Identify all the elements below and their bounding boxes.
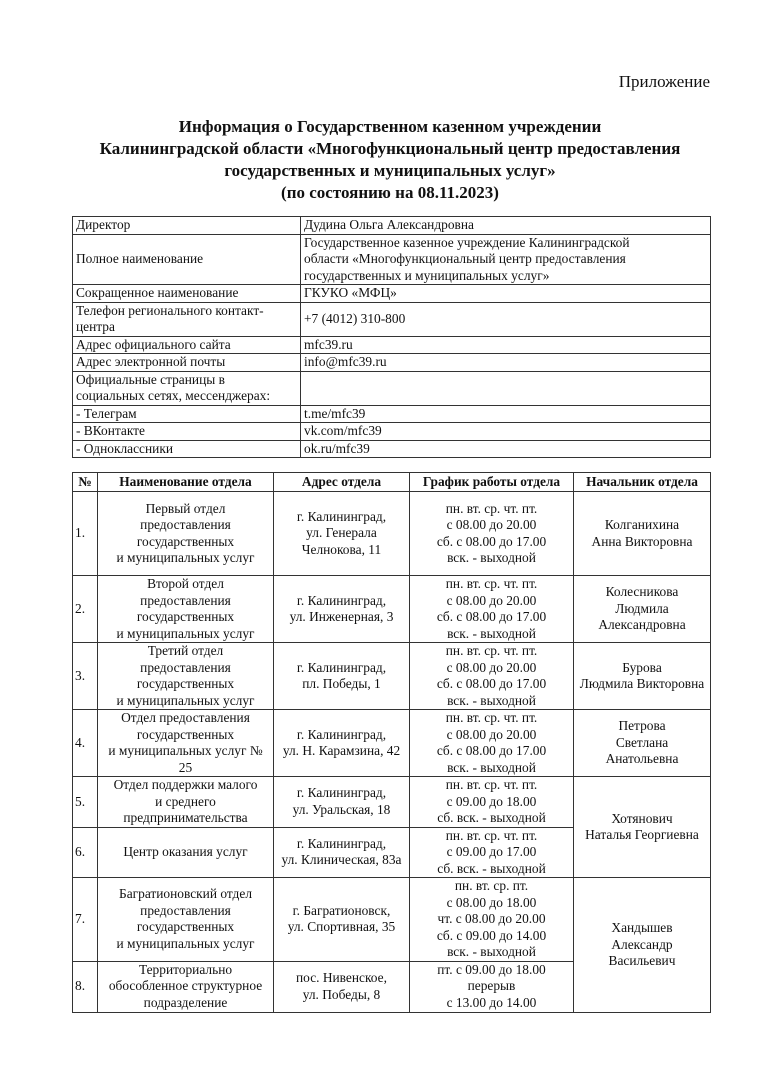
department-schedule-line: вск. - выходной	[447, 759, 536, 775]
odnoklassniki-link[interactable]: ok.ru/mfc39	[301, 440, 711, 458]
label-line: Официальные страницы в	[76, 371, 225, 387]
department-address	[274, 777, 410, 828]
row-number: 5.	[73, 777, 98, 828]
department-schedule	[410, 961, 574, 1012]
department-address	[274, 827, 410, 878]
department-schedule-line: пн. вт. ср. чт. пт.	[445, 500, 538, 516]
department-name	[98, 576, 274, 643]
department-head-line: Бурова	[622, 659, 662, 675]
info-row-odnoklassniki	[73, 440, 711, 458]
info-label: - Телеграм	[73, 405, 301, 423]
info-row-full-name	[73, 234, 711, 285]
department-name-line: государственных	[136, 609, 235, 624]
phone-value: +7 (4012) 310-800	[301, 302, 711, 336]
column-header-head: Начальник отдела	[574, 473, 711, 492]
info-label: - ВКонтакте	[73, 423, 301, 441]
department-name	[98, 710, 274, 777]
department-row	[73, 492, 711, 576]
department-name	[98, 492, 274, 576]
department-row	[73, 643, 711, 710]
department-name	[98, 777, 274, 828]
department-schedule	[410, 492, 574, 576]
organization-info-table	[72, 216, 711, 458]
department-name-line: 25	[178, 759, 193, 775]
row-number: 2.	[73, 576, 98, 643]
info-label: Сокращенное наименование	[73, 285, 301, 303]
title-line: Информация о Государственном казенном учреждении	[178, 117, 602, 136]
department-address-line: ул. Н. Карамзина, 42	[282, 743, 401, 758]
department-schedule-line: вск. - выходной	[447, 625, 536, 641]
info-row-short-name	[73, 285, 711, 303]
department-name-line: и муниципальных услуг	[116, 625, 255, 641]
department-schedule-line: с 08.00 до 20.00	[446, 726, 537, 742]
department-schedule-line: с 08.00 до 18.00	[446, 894, 537, 910]
department-schedule-line: чт. с 08.00 до 20.00	[437, 911, 546, 926]
department-schedule-line: сб. с 08.00 до 17.00	[436, 609, 547, 624]
info-value	[301, 371, 711, 405]
department-address-line: г. Калининград,	[296, 508, 387, 524]
info-label: Директор	[73, 217, 301, 235]
department-schedule-line: с 09.00 до 18.00	[446, 793, 537, 809]
department-address	[274, 878, 410, 962]
info-row-telegram	[73, 405, 711, 423]
department-name	[98, 878, 274, 962]
info-row-email	[73, 354, 711, 372]
telegram-link[interactable]: t.me/mfc39	[301, 405, 711, 423]
department-name-line: и среднего	[155, 793, 216, 809]
department-schedule-line: с 08.00 до 20.00	[446, 517, 537, 532]
department-head-line: Колесникова	[605, 584, 679, 600]
department-schedule-line: перерыв	[467, 978, 516, 994]
department-schedule-line: пн. вт. ср. пт.	[454, 878, 529, 893]
department-head-line: Петрова	[618, 718, 666, 734]
row-number: 6.	[73, 827, 98, 878]
department-head-line: Александр	[611, 936, 673, 952]
department-name-line: предпринимательства	[123, 810, 248, 825]
department-address	[274, 492, 410, 576]
department-schedule-line: вск. - выходной	[447, 692, 536, 708]
department-name-line: предоставления	[140, 902, 231, 918]
department-head-line: Хотянович	[611, 810, 673, 826]
info-label: Адрес официального сайта	[73, 336, 301, 354]
department-row	[73, 777, 711, 828]
department-name-line: Второй отдел	[147, 576, 224, 591]
department-head-line: Анна Викторовна	[591, 533, 693, 549]
department-head	[574, 643, 711, 710]
department-name-line: Первый отдел	[145, 500, 226, 516]
department-schedule-line: сб. с 08.00 до 17.00	[436, 533, 547, 549]
info-label	[73, 302, 301, 336]
vkontakte-link[interactable]: vk.com/mfc39	[301, 423, 711, 441]
department-address	[274, 576, 410, 643]
department-head-line: Васильевич	[608, 953, 676, 968]
department-name-line: предоставления	[140, 659, 231, 675]
department-address-line: ул. Уральская, 18	[292, 801, 391, 817]
department-name-line: государственных	[136, 919, 235, 935]
department-schedule-line: с 13.00 до 14.00	[446, 994, 537, 1010]
info-row-vkontakte	[73, 423, 711, 441]
info-value	[301, 234, 711, 285]
department-address-line: пос. Нивенское,	[296, 970, 387, 985]
value-line: Государственное казенное учреждение Калининградской	[304, 234, 630, 250]
row-number: 1.	[73, 492, 98, 576]
department-head-line: Александровна	[598, 617, 686, 633]
info-value: ГКУКО «МФЦ»	[301, 285, 711, 303]
department-address-line: пл. Победы, 1	[302, 676, 381, 691]
department-head-line: Колганихина	[604, 517, 680, 532]
department-head	[574, 777, 711, 878]
department-address	[274, 961, 410, 1012]
department-schedule	[410, 643, 574, 710]
department-schedule-line: с 09.00 до 17.00	[446, 844, 537, 859]
department-name-line: и муниципальных услуг	[116, 692, 255, 708]
info-row-director	[73, 217, 711, 235]
row-number: 3.	[73, 643, 98, 710]
column-header-name: Наименование отдела	[98, 473, 274, 492]
department-head	[574, 576, 711, 643]
department-schedule-line: пт. с 09.00 до 18.00	[437, 961, 546, 977]
department-address-line: ул. Победы, 8	[302, 986, 381, 1002]
column-header-schedule: График работы отдела	[410, 473, 574, 492]
department-row	[73, 710, 711, 777]
document-title	[40, 116, 740, 204]
department-head-line: Наталья Георгиевна	[585, 827, 699, 842]
department-address-line: ул. Спортивная, 35	[287, 919, 396, 935]
department-schedule-line: сб. с 08.00 до 17.00	[436, 676, 547, 691]
label-line: Телефон регионального контакт-	[76, 302, 264, 318]
row-number: 4.	[73, 710, 98, 777]
department-head	[574, 710, 711, 777]
department-schedule	[410, 576, 574, 643]
department-schedule	[410, 777, 574, 828]
value-line: области «Многофункциональный центр предоставления	[304, 251, 626, 266]
department-address-line: г. Калининград,	[296, 659, 387, 675]
department-name-line: и муниципальных услуг	[116, 935, 255, 951]
department-name-line: обособленное структурное	[108, 978, 263, 994]
department-schedule-line: вск. - выходной	[447, 550, 536, 565]
title-line: Калининградской области «Многофункциональный центр предоставления	[99, 139, 681, 158]
department-name-line: предоставления	[140, 517, 231, 532]
department-name-line: предоставления	[140, 592, 231, 608]
department-address	[274, 643, 410, 710]
department-address	[274, 710, 410, 777]
department-name-line: государственных	[136, 726, 235, 742]
department-schedule	[410, 710, 574, 777]
department-head	[574, 878, 711, 1013]
department-schedule-line: сб. вск. - выходной	[437, 860, 546, 876]
department-schedule-line: с 08.00 до 20.00	[446, 659, 537, 675]
label-line: социальных сетях, мессенджерах:	[76, 388, 271, 403]
department-address-line: г. Калининград,	[296, 592, 387, 608]
department-address-line: ул. Генерала	[306, 525, 377, 541]
value-line: государственных и муниципальных услуг»	[304, 267, 550, 283]
department-head-line: Светлана	[615, 734, 669, 750]
department-address-line: г. Калининград,	[296, 785, 387, 801]
department-name	[98, 643, 274, 710]
row-number: 8.	[73, 961, 98, 1012]
info-label	[73, 371, 301, 405]
department-head-line: Анатольевна	[605, 751, 679, 767]
title-line: государственных и муниципальных услуг»	[224, 161, 556, 180]
department-address-line: г. Калининград,	[296, 835, 387, 851]
department-row	[73, 576, 711, 643]
title-date-line: (по состоянию на 08.11.2023)	[281, 183, 499, 202]
department-schedule-line: с 08.00 до 20.00	[446, 592, 537, 608]
department-head-line: Людмила Викторовна	[579, 676, 705, 691]
department-name-line: и муниципальных услуг	[116, 550, 255, 565]
website-link[interactable]: mfc39.ru	[301, 336, 711, 354]
department-name-line: и муниципальных услуг №	[108, 743, 263, 758]
department-schedule	[410, 827, 574, 878]
department-name-line: государственных	[136, 533, 235, 549]
info-label: Полное наименование	[73, 234, 301, 285]
column-header-number: №	[73, 473, 98, 492]
department-schedule-line: сб. вск. - выходной	[437, 810, 546, 825]
info-row-website	[73, 336, 711, 354]
info-label: - Одноклассники	[73, 440, 301, 458]
department-address-line: ул. Инженерная, 3	[289, 609, 394, 624]
department-schedule-line: сб. с 08.00 до 17.00	[436, 743, 547, 758]
department-name-line: подразделение	[143, 994, 228, 1010]
department-schedule-line: пн. вт. ср. чт. пт.	[445, 576, 538, 591]
column-header-address: Адрес отдела	[274, 473, 410, 492]
appendix-label: Приложение	[618, 72, 710, 91]
department-schedule-line: пн. вт. ср. чт. пт.	[445, 710, 538, 725]
department-address-line: ул. Клиническая, 83а	[281, 852, 402, 868]
department-schedule-line: пн. вт. ср. чт. пт.	[445, 643, 538, 658]
department-name-line: Территориально	[138, 961, 233, 977]
department-name	[98, 827, 274, 878]
table-header-row	[73, 473, 711, 492]
department-schedule-line: вск. - выходной	[447, 944, 536, 959]
department-address-line: г. Калининград,	[296, 726, 387, 742]
info-label: Адрес электронной почты	[73, 354, 301, 372]
label-line: центра	[76, 319, 115, 334]
department-name-line: Третий отдел	[147, 643, 224, 658]
department-name	[98, 961, 274, 1012]
department-head-line: Хандышев	[611, 920, 673, 935]
department-name-line: государственных	[136, 676, 235, 691]
department-name-line: Отдел предоставления	[121, 710, 250, 725]
department-schedule-line: сб. с 09.00 до 14.00	[436, 927, 547, 943]
department-name-line: Багратионовский отдел	[119, 886, 252, 902]
info-row-social	[73, 371, 711, 405]
department-schedule	[410, 878, 574, 962]
department-name-line: Отдел поддержки малого	[113, 777, 258, 792]
info-row-phone	[73, 302, 711, 336]
department-schedule-line: пн. вт. ср. чт. пт.	[445, 777, 538, 792]
departments-table	[72, 472, 711, 1013]
department-row	[73, 878, 711, 962]
email-link[interactable]: info@mfc39.ru	[301, 354, 711, 372]
department-head	[574, 492, 711, 576]
department-name-line: Центр оказания услуг	[123, 844, 248, 859]
row-number: 7.	[73, 878, 98, 962]
department-address-line: Челнокова, 11	[301, 541, 382, 557]
department-head-line: Людмила	[615, 600, 669, 616]
department-address-line: г. Багратионовск,	[292, 902, 391, 918]
department-schedule-line: пн. вт. ср. чт. пт.	[445, 827, 538, 843]
info-value: Дудина Ольга Александровна	[301, 217, 711, 235]
